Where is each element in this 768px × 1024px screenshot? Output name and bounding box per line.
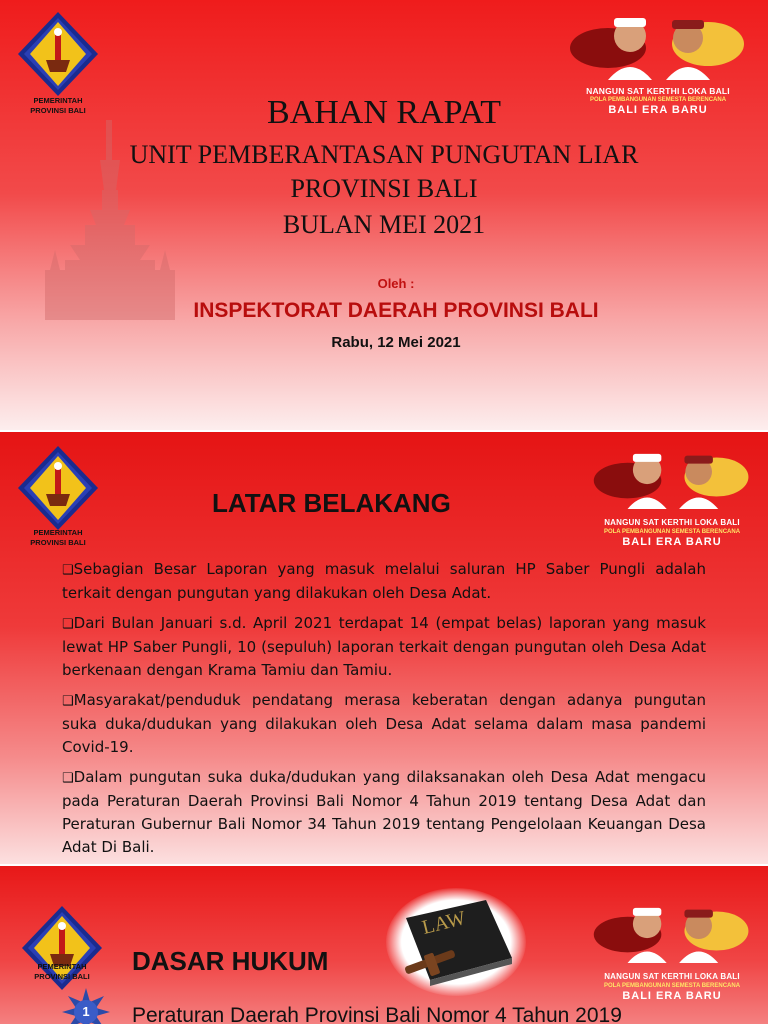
leaders-portrait-icon xyxy=(568,8,748,80)
crest-label: PEMERINTAH PROVINSI BALI xyxy=(30,528,86,547)
slogan-main: NANGUN SAT KERTHI LOKA BALI xyxy=(586,86,730,96)
slide-legal-basis xyxy=(0,866,768,1024)
meeting-date: Rabu, 12 Mei 2021 xyxy=(331,334,461,351)
slogan-sub: POLA PEMBANGUNAN SEMESTA BERENCANA xyxy=(589,97,727,103)
slide-title xyxy=(0,0,768,430)
list-item: ❑Masyarakat/penduduk pendatang merasa keberatan dengan adanya pungutan suka duka/dudukan yang dilakukan oleh Desa Adat selama dalam masa pandemi Covid-19. xyxy=(62,691,706,756)
bali-crest-icon xyxy=(16,10,100,98)
slide1-title: BAHAN RAPAT xyxy=(267,94,501,131)
slogan-era: BALI ERA BARU xyxy=(608,104,708,116)
section-heading: LATAR BELAKANG xyxy=(212,488,451,518)
by-label: Oleh : xyxy=(377,276,415,291)
section-heading: DASAR HUKUM xyxy=(132,946,329,976)
law-book-icon xyxy=(386,888,526,996)
slide1-subtitle-line3: BULAN MEI 2021 xyxy=(282,210,486,239)
slogan-main: NANGUN SAT KERTHI LOKA BALI xyxy=(604,972,740,981)
slogan-main: NANGUN SAT KERTHI LOKA BALI xyxy=(604,518,740,527)
law-book xyxy=(386,888,526,996)
item-text: Peraturan Daerah Provinsi Bali Nomor 4 Tahun 2019 xyxy=(132,1004,622,1024)
item-number-badge: 1 xyxy=(62,988,110,1024)
checkbox-bullet-icon: ❑ xyxy=(62,771,74,786)
slide1-subtitle-line1: UNIT PEMBERANTASAN PUNGUTAN LIAR xyxy=(129,140,639,169)
slogan-era: BALI ERA BARU xyxy=(622,536,722,548)
checkbox-bullet-icon: ❑ xyxy=(62,563,74,578)
slide1-subtitle-line2: PROVINSI BALI xyxy=(290,174,478,203)
bali-crest-icon xyxy=(16,444,100,532)
bullet-list xyxy=(62,558,706,864)
leaders-portrait-icon xyxy=(592,442,752,512)
slogan-sub: POLA PEMBANGUNAN SEMESTA BERENCANA xyxy=(603,983,741,989)
leaders-banner xyxy=(592,896,752,1004)
checkbox-bullet-icon: ❑ xyxy=(62,694,74,709)
slide-background xyxy=(0,432,768,864)
list-item: ❑Dalam pungutan suka duka/dudukan yang dilaksanakan oleh Desa Adat mengacu pada Peraturan Daerah Provinsi Bali Nomor 4 Tahun 2019 tentang Desa Adat dan Peraturan Gubernur Bali Nomor 34 Tahun 2019 tentang Pengelolaan Keuangan Desa Adat Di Bali. xyxy=(62,768,706,856)
leaders-portrait-icon xyxy=(592,896,752,966)
slogan-era: BALI ERA BARU xyxy=(622,990,722,1002)
crest-label: PEMERINTAH PROVINSI BALI xyxy=(34,962,90,981)
crest-label: PEMERINTAH PROVINSI BALI xyxy=(30,96,86,115)
book-label: LAW xyxy=(419,907,468,940)
leaders-banner xyxy=(592,442,752,550)
checkbox-bullet-icon: ❑ xyxy=(62,617,74,632)
slogan-sub: POLA PEMBANGUNAN SEMESTA BERENCANA xyxy=(603,529,741,535)
presenter: INSPEKTORAT DAERAH PROVINSI BALI xyxy=(193,299,599,322)
list-item: ❑Dari Bulan Januari s.d. April 2021 terdapat 14 (empat belas) laporan yang masuk lewat HP Saber Pungli, 10 (sepuluh) laporan terkait dengan pungutan oleh Desa Adat berkenaan dengan Krama Tamiu dan Tamiu. xyxy=(62,614,706,679)
list-item: ❑Sebagian Besar Laporan yang masuk melalui saluran HP Saber Pungli adalah terkait dengan pungutan yang dilakukan oleh Desa Adat. xyxy=(62,560,706,602)
